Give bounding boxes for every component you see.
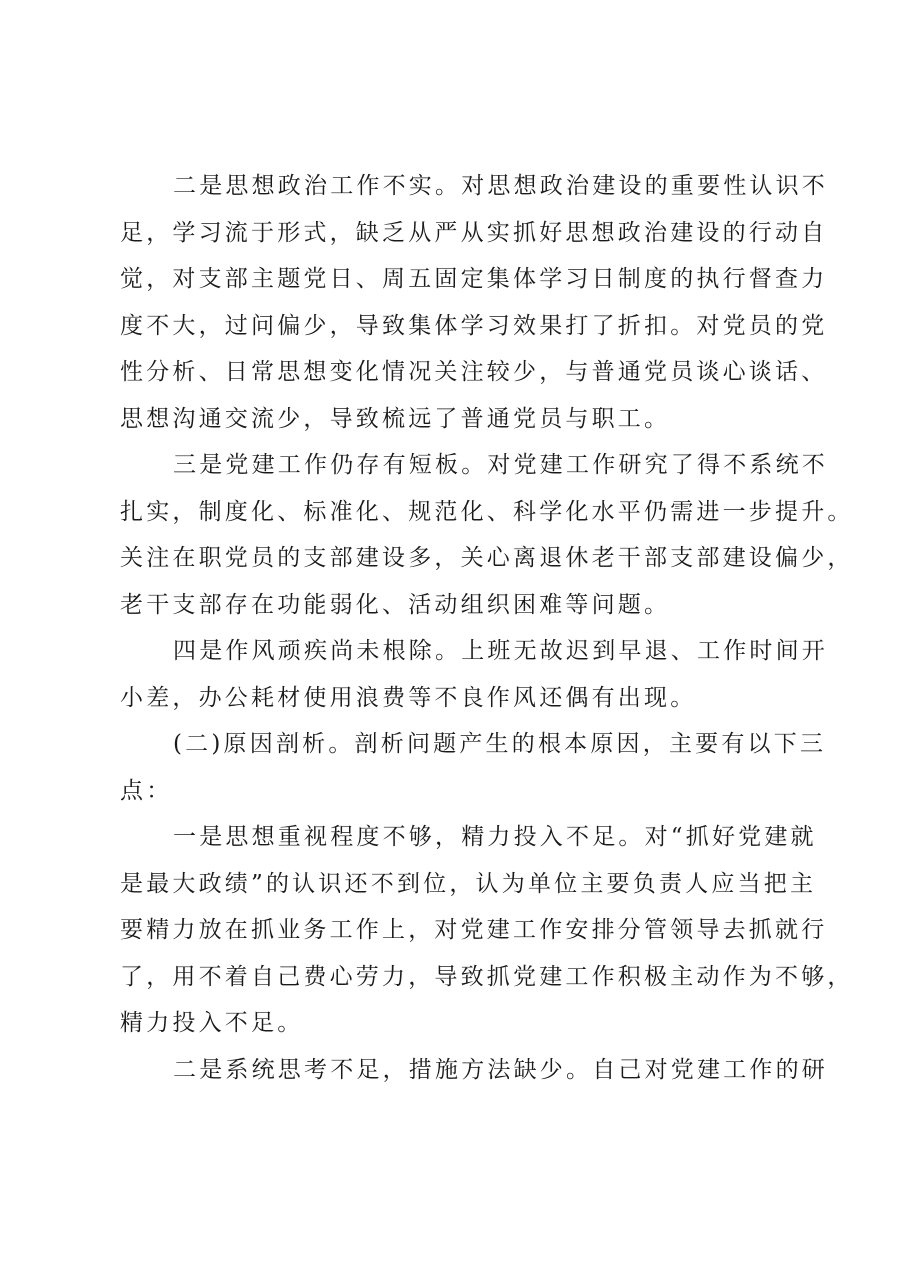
text-line: 是最大政绩”的认识还不到位，认为单位主要负责人应当把主 xyxy=(120,870,817,897)
paragraph-systematic-thinking xyxy=(120,1047,828,1094)
text-line: 了，用不着自己费心劳力，导致抓党建工作积极主动作为不够， xyxy=(120,963,854,990)
text-line: 一是思想重视程度不够，精力投入不足。对“抓好党建就 xyxy=(173,824,817,850)
text-line: 扎实，制度化、标准化、规范化、科学化水平仍需进一步提升。 xyxy=(120,498,854,525)
text-line: 精力投入不足。 xyxy=(120,1010,304,1036)
text-line: 觉，对支部主题党日、周五固定集体学习日制度的执行督查力 xyxy=(120,266,828,292)
paragraph-work-style xyxy=(120,628,828,721)
paragraph-insufficient-attention xyxy=(120,814,854,1047)
text-line: 四是作风顽疾尚未根除。上班无故迟到早退、工作时间开 xyxy=(173,638,828,664)
text-line: 思想沟通交流少，导致梳远了普通党员与职工。 xyxy=(120,405,671,432)
text-line: 足，学习流于形式，缺乏从严从实抓好思想政治建设的行动自 xyxy=(120,219,828,246)
text-line: 要精力放在抓业务工作上，对党建工作安排分管领导去抓就行 xyxy=(120,917,828,943)
text-line: 小差，办公耗材使用浪费等不良作风还偶有出现。 xyxy=(120,684,697,711)
paragraph-party-building-shortcomings xyxy=(120,442,854,628)
paragraph-cause-analysis-heading xyxy=(120,721,827,814)
text-line: (二)原因剖析。剖析问题产生的根本原因，主要有以下三 xyxy=(173,731,827,757)
text-line: 点： xyxy=(120,777,173,804)
text-line: 关注在职党员的支部建设多，关心离退休老干部支部建设偏少， xyxy=(120,545,854,571)
document-body xyxy=(120,163,854,1093)
text-line: 二是思想政治工作不实。对思想政治建设的重要性认识不 xyxy=(173,173,828,199)
text-line: 性分析、日常思想变化情况关注较少，与普通党员谈心谈话、 xyxy=(120,359,828,385)
text-line: 二是系统思考不足，措施方法缺少。自己对党建工作的研 xyxy=(173,1056,828,1083)
text-line: 三是党建工作仍存有短板。对党建工作研究了得不系统不 xyxy=(173,452,828,478)
text-line: 度不大，过问偏少，导致集体学习效果打了折扣。对党员的党 xyxy=(120,312,828,339)
text-line: 老干支部存在功能弱化、活动组织困难等问题。 xyxy=(120,591,671,618)
paragraph-ideological-work xyxy=(120,163,828,442)
